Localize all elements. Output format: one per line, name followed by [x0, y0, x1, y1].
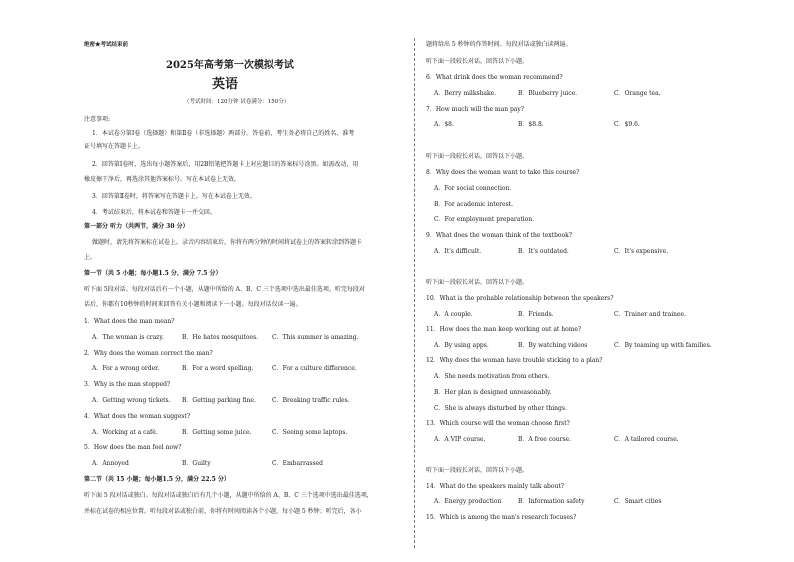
option-a: A．A couple.	[434, 311, 473, 318]
option-b: B．Friends.	[518, 311, 554, 318]
option-a: A．Annoyed	[92, 460, 129, 467]
option-a: A．Working at a café.	[92, 429, 158, 436]
option-b: B．$8.8.	[518, 121, 544, 128]
question-1: 1．What does the man mean?	[84, 318, 175, 325]
question-4: 4．What does the woman suggest?	[84, 413, 191, 420]
option-c: C．Smart cities	[614, 498, 662, 505]
part1-heading: 第一部分 听力（共两节，满分 30 分）	[84, 223, 189, 230]
note-line: 1．本试卷分第Ⅰ卷（选择题）和第Ⅱ卷（非选择题）两部分。答卷前，考生务必将自己的姓名、准考	[92, 130, 355, 137]
question-13: 13．Which course will the woman choose first?	[426, 420, 570, 427]
section2-instructions: 并标在试卷的相应位置。听每段对话或独白前，你将有时间阅读各个小题，每小题 5 秒钟；听完后，各小	[84, 508, 362, 515]
option-b: B．Her plan is designed unreasonably.	[434, 389, 552, 396]
column-divider	[414, 38, 415, 548]
option-a: A．The woman is crazy.	[92, 334, 164, 341]
option-b: B．By watching videos	[518, 342, 588, 349]
question-11: 11．How does the man keep working out at home?	[426, 326, 582, 333]
option-b: B．For a word spelling.	[182, 365, 254, 372]
option-a: A．A VIP course.	[434, 436, 486, 443]
section1-heading: 第一节（共 5 小题；每小题1.5 分，满分 7.5 分）	[84, 270, 222, 277]
question-5: 5．How does the man feel now?	[84, 444, 182, 451]
option-c: C．By teaming up with families.	[614, 342, 712, 349]
option-c: C．Embarrassed	[272, 460, 323, 467]
option-c: C．For employment preparation.	[434, 216, 535, 223]
exam-info: （考试时间：120分钟 试卷满分：150分）	[184, 99, 290, 105]
option-c: C．For a culture difference.	[272, 365, 357, 372]
option-b: B．Blueberry juice.	[518, 90, 578, 97]
subject-title: 英语	[212, 77, 239, 92]
note-line: 橡皮擦干净后，再选涂其他答案标号。写在本试卷上无效。	[84, 176, 241, 183]
listen-prompt: 听下面一段较长对话，回答以下小题。	[426, 153, 529, 160]
option-b: B．Guilty	[182, 460, 211, 467]
option-a: A．Getting wrong tickets.	[92, 397, 171, 404]
option-c: C．Breaking traffic rules.	[272, 397, 350, 404]
option-a: A．For a wrong order.	[92, 365, 160, 372]
question-12: 12．Why does the woman have trouble sticking to a plan?	[426, 357, 603, 364]
option-b: B．Getting some juice.	[182, 429, 252, 436]
question-15: 15．Which is among the man's research focuses?	[426, 514, 577, 521]
listen-prompt: 听下面一段较长对话，回答以下小题。	[426, 58, 529, 65]
question-8: 8．Why does the woman want to take this course?	[426, 169, 580, 176]
option-b: B．Getting parking fine.	[182, 397, 256, 404]
option-c: C．A tailored course.	[614, 436, 679, 443]
question-6: 6．What drink does the woman recommend?	[426, 74, 563, 81]
option-a: A．$8.	[434, 121, 454, 128]
question-2: 2．Why does the woman correct the man?	[84, 350, 213, 357]
question-14: 14．What do the speakers mainly talk about?	[426, 483, 564, 490]
exam-title: 2025年高考第一次模拟考试	[166, 60, 294, 71]
section1-instructions: 话后，你都有10秒钟的时间来回答有关小题和阅读下一小题。每段对话仅读一遍。	[84, 301, 302, 308]
option-b: B．It's outdated.	[518, 248, 569, 255]
note-line: 3．回答第Ⅱ卷时，将答案写在答题卡上。写在本试卷上无效。	[92, 193, 256, 200]
option-c: C．This summer is amazing.	[272, 334, 359, 341]
listen-prompt: 听下面一段较长对话，回答以下小题。	[426, 279, 529, 286]
option-b: B．He hates mosquitoes.	[182, 334, 259, 341]
section2-heading: 第二节（共 15 小题；每小题1.5 分，满分 22.5 分）	[84, 476, 230, 483]
option-a: A．By using apps.	[434, 342, 489, 349]
part1-intro: 上。	[84, 254, 97, 261]
option-a: A．She needs motivation from others.	[434, 373, 550, 380]
option-c: C．She is always disturbed by other things.	[434, 405, 567, 412]
question-7: 7．How much will the man pay?	[426, 106, 524, 113]
option-b: B．Information safety	[518, 498, 585, 505]
section1-instructions: 听下面 5段对话。每段对话后有一个小题，从题中所给的 A、B、C 三个选项中选出最佳选项。听完每段对	[84, 286, 365, 293]
notes-heading: 注意事项:	[84, 116, 111, 123]
option-c: C．Trainer and trainee.	[614, 311, 686, 318]
note-line: 4．考试结束后，将本试卷和答题卡一并交回。	[92, 209, 216, 216]
option-b: B．A free course.	[518, 436, 571, 443]
option-a: A．It's difficult.	[434, 248, 482, 255]
option-b: B．For academic interest.	[434, 201, 513, 208]
option-c: C．$9.6.	[614, 121, 640, 128]
note-line: 证号填写在答题卡上。	[84, 143, 145, 150]
part1-intro: 做题时，请先将答案标在试卷上。录音内容结束后，你将有两分钟的时间将试卷上的答案转涂到答题卡	[92, 239, 363, 246]
option-a: A．Berry milkshake.	[434, 90, 497, 97]
question-9: 9．What does the woman think of the textbook?	[426, 232, 573, 239]
option-c: C．Seeing some laptops.	[272, 429, 348, 436]
section2-instructions: 题将给出 5 秒钟的作答时间。每段对话或独白读两遍。	[426, 41, 572, 48]
question-3: 3．Why is the man stopped?	[84, 381, 171, 388]
option-c: C．Orange tea.	[614, 90, 661, 97]
note-line: 2．回答第Ⅰ卷时，选出每小题答案后，用2B铅笔把答题卡上对应题目的答案标号涂黑。如需改动，用	[92, 161, 359, 168]
question-10: 10．What is the probable relationship between the speakers?	[426, 295, 614, 302]
option-c: C．It's expensive.	[614, 248, 669, 255]
option-a: A．For social connection.	[434, 185, 512, 192]
listen-prompt: 听下面一段较长对话，回答以下小题。	[426, 467, 529, 474]
section2-instructions: 听下面 5 段对话或独白。每段对话或独白后有几个小题，从题中所给的 A、B、C 三个选项中选出最佳选项，	[84, 492, 373, 499]
option-a: A．Energy production	[434, 498, 502, 505]
secret-mark: 绝密★考试结束前	[84, 42, 129, 48]
